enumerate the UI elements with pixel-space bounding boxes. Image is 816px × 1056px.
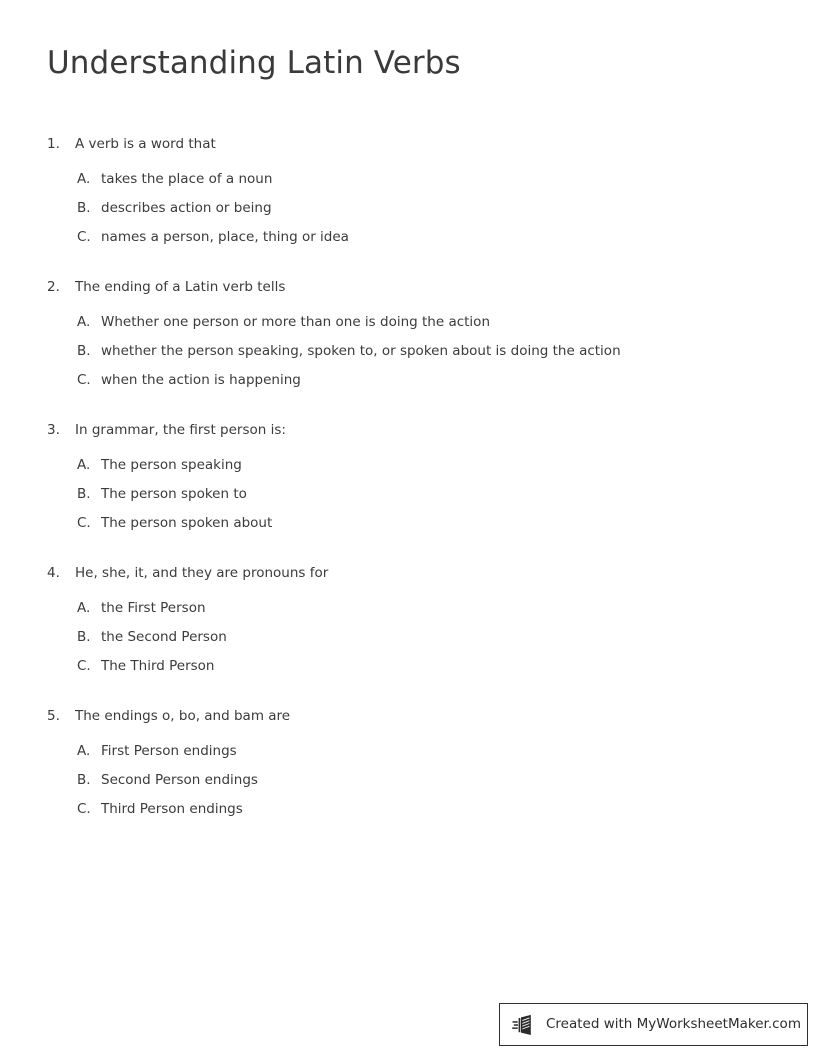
option-text: the First Person xyxy=(101,600,206,616)
option-letter: B. xyxy=(77,629,91,645)
option-text: takes the place of a noun xyxy=(101,171,273,187)
option-list xyxy=(0,168,816,255)
option-text: The person spoken to xyxy=(101,486,247,502)
option-list xyxy=(0,597,816,684)
option-row[interactable] xyxy=(77,168,816,197)
option-list xyxy=(0,311,816,398)
page-title: Understanding Latin Verbs xyxy=(47,45,461,81)
question-list xyxy=(0,132,816,847)
question-block xyxy=(0,275,816,398)
question-prompt-text: In grammar, the first person is: xyxy=(75,422,286,438)
question-prompt-row xyxy=(0,132,816,156)
option-text: Second Person endings xyxy=(101,772,258,788)
question-block xyxy=(0,418,816,541)
option-row[interactable] xyxy=(77,311,816,340)
question-prompt-row xyxy=(0,561,816,585)
option-text: the Second Person xyxy=(101,629,227,645)
question-prompt-text: The ending of a Latin verb tells xyxy=(75,279,286,295)
question-block xyxy=(0,561,816,684)
option-list xyxy=(0,740,816,827)
option-letter: C. xyxy=(77,801,91,817)
option-text: First Person endings xyxy=(101,743,237,759)
option-text: when the action is happening xyxy=(101,372,301,388)
option-list xyxy=(0,454,816,541)
option-letter: A. xyxy=(77,314,91,330)
option-text: names a person, place, thing or idea xyxy=(101,229,349,245)
question-prompt-row xyxy=(0,275,816,299)
option-row[interactable] xyxy=(77,369,816,398)
option-text: The person spoken about xyxy=(101,515,273,531)
question-number: 1. xyxy=(47,136,60,152)
question-block xyxy=(0,132,816,255)
option-letter: A. xyxy=(77,743,91,759)
question-number: 3. xyxy=(47,422,60,438)
option-row[interactable] xyxy=(77,655,816,684)
option-letter: C. xyxy=(77,515,91,531)
question-prompt-text: He, she, it, and they are pronouns for xyxy=(75,565,329,581)
option-letter: A. xyxy=(77,457,91,473)
option-row[interactable] xyxy=(77,226,816,255)
option-text: Third Person endings xyxy=(101,801,243,817)
option-row[interactable] xyxy=(77,798,816,827)
option-letter: C. xyxy=(77,658,91,674)
option-letter: B. xyxy=(77,772,91,788)
question-prompt-text: A verb is a word that xyxy=(75,136,216,152)
option-letter: B. xyxy=(77,486,91,502)
option-letter: C. xyxy=(77,372,91,388)
option-letter: B. xyxy=(77,343,91,359)
option-row[interactable] xyxy=(77,454,816,483)
question-number: 4. xyxy=(47,565,60,581)
question-prompt-row xyxy=(0,418,816,442)
option-row[interactable] xyxy=(77,597,816,626)
option-text: The Third Person xyxy=(101,658,215,674)
option-text: The person speaking xyxy=(101,457,242,473)
myworksheetmaker-logo-icon xyxy=(512,1014,538,1036)
option-letter: A. xyxy=(77,171,91,187)
option-text: describes action or being xyxy=(101,200,272,216)
option-row[interactable] xyxy=(77,512,816,541)
option-row[interactable] xyxy=(77,740,816,769)
option-text: Whether one person or more than one is doing the action xyxy=(101,314,491,330)
question-number: 2. xyxy=(47,279,60,295)
question-prompt-row xyxy=(0,704,816,728)
footer-attribution-badge[interactable] xyxy=(499,1003,808,1046)
option-row[interactable] xyxy=(77,769,816,798)
option-letter: B. xyxy=(77,200,91,216)
option-letter: C. xyxy=(77,229,91,245)
option-text: whether the person speaking, spoken to, or spoken about is doing the action xyxy=(101,343,621,359)
question-block xyxy=(0,704,816,827)
option-row[interactable] xyxy=(77,626,816,655)
option-row[interactable] xyxy=(77,483,816,512)
option-row[interactable] xyxy=(77,197,816,226)
option-row[interactable] xyxy=(77,340,816,369)
option-letter: A. xyxy=(77,600,91,616)
question-prompt-text: The endings o, bo, and bam are xyxy=(75,708,291,724)
question-number: 5. xyxy=(47,708,60,724)
footer-attribution-label: Created with MyWorksheetMaker.com xyxy=(546,1015,801,1032)
